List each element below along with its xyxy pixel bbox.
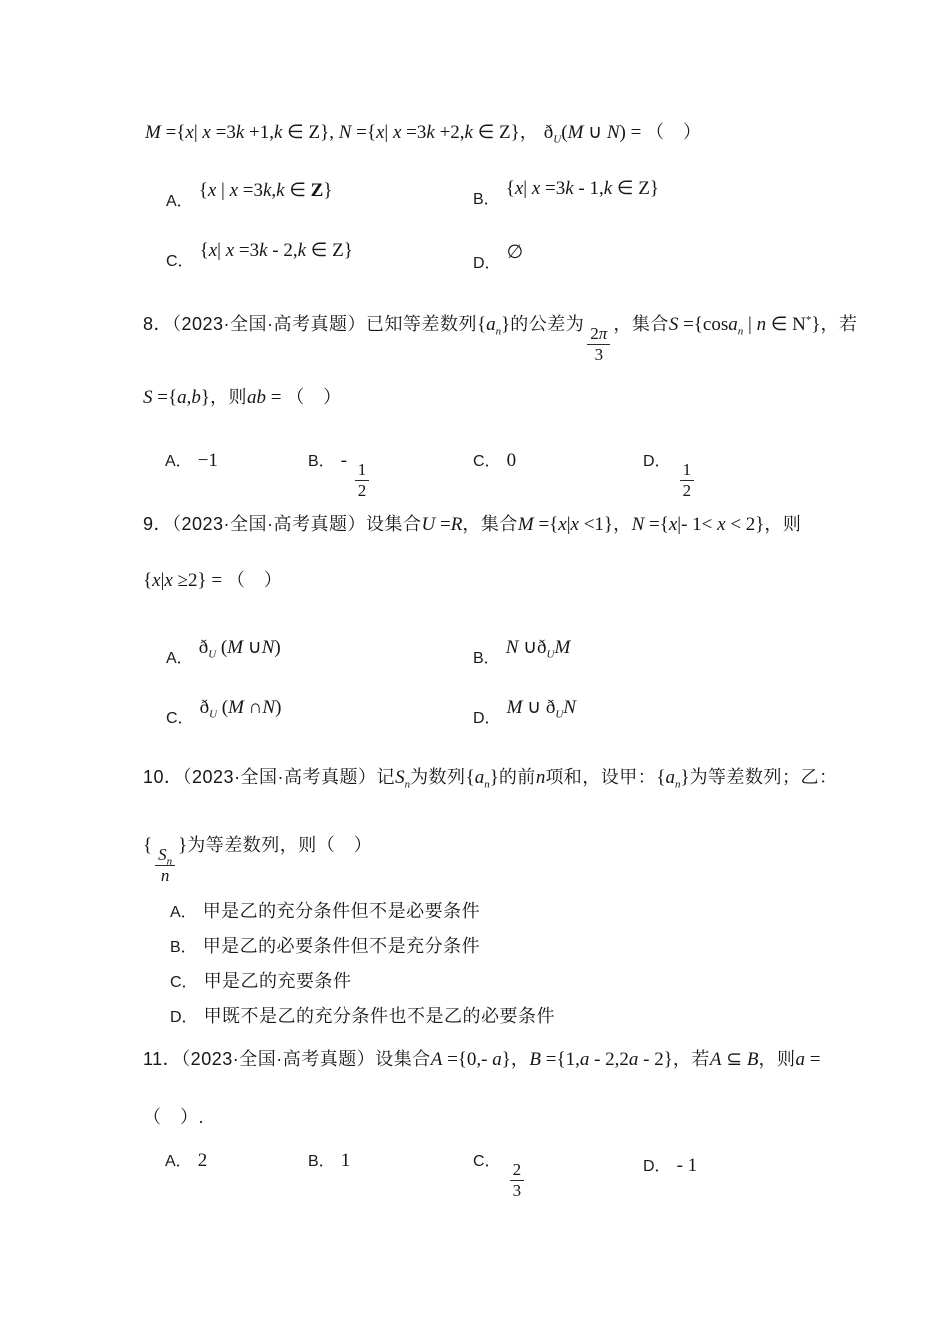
q9-option-c-label: C． bbox=[166, 710, 194, 727]
q10-stem-line2: { $\frac{S_n}{n}$ }为等差数列，则（ ） bbox=[143, 835, 373, 886]
q10-option-d bbox=[170, 1002, 555, 1028]
q7-formula-line: M ={x| x =3k +1,k ∈ Z}, N ={x| x =3k +2,k ∈ Z}， $ð_U(M$ ∪ N) = （ ） bbox=[145, 122, 702, 146]
q9-option-a bbox=[166, 637, 281, 669]
q7-option-b-value: {x| x =3k - 1,k ∈ Z} bbox=[505, 178, 659, 199]
q8-option-b bbox=[308, 448, 372, 500]
q10-option-b-label: B． bbox=[170, 939, 197, 956]
q10-option-a bbox=[170, 897, 480, 923]
q11-option-a-label: A． bbox=[165, 1153, 192, 1170]
q9-option-b-value: N $\cup ð_UM$ bbox=[505, 637, 571, 661]
q8-option-c-label: C． bbox=[473, 453, 501, 470]
q8-option-a-label: A． bbox=[165, 453, 192, 470]
q10-option-c bbox=[170, 967, 352, 993]
q8-option-d-label: D． bbox=[643, 453, 671, 470]
q11-option-a-value: 2 bbox=[197, 1150, 208, 1171]
q11-option-c-label: C． bbox=[473, 1153, 501, 1170]
q8-option-b-value: - $\frac{1}{2}$ bbox=[341, 450, 373, 470]
q10-option-a-text: 甲是乙的充分条件但不是必要条件 bbox=[202, 901, 481, 921]
q7-option-c bbox=[166, 240, 353, 272]
q8-option-a-value: −1 bbox=[197, 450, 218, 471]
q8-option-d bbox=[643, 448, 697, 500]
q11-option-b bbox=[308, 1148, 350, 1172]
q9-option-a-value: $ð_U$ (M ∪N) bbox=[198, 637, 281, 661]
q11-stem-line2: （ ）. bbox=[143, 1107, 205, 1127]
q8-option-b-label: B． bbox=[308, 453, 335, 470]
q8-stem-line2: S ={a,b}，则ab = （ ） bbox=[143, 387, 342, 408]
q7-option-a bbox=[166, 180, 333, 212]
q10-option-b-text: 甲是乙的必要条件但不是充分条件 bbox=[202, 936, 481, 956]
q8-stem-line1: 8．（2023·全国·高考真题）已知等差数列$\{a_n\}$的公差为 $\frac{2\pi}{3}$ ，集合S ={cosa$_n$ | n ∈ N*}，若 bbox=[143, 314, 858, 365]
q11-option-d-label: D． bbox=[643, 1158, 671, 1175]
q7-option-d-label: D． bbox=[473, 255, 501, 272]
q7-option-b-label: B． bbox=[473, 191, 500, 208]
q11-option-d-value: - 1 bbox=[676, 1155, 698, 1176]
q11-option-c bbox=[473, 1148, 527, 1200]
q11-option-b-label: B． bbox=[308, 1153, 335, 1170]
q7-option-c-label: C． bbox=[166, 253, 194, 270]
q10-option-b bbox=[170, 932, 480, 958]
q7-option-a-label: A． bbox=[166, 193, 193, 210]
q10-option-d-label: D． bbox=[170, 1009, 198, 1026]
q9-option-b bbox=[473, 637, 571, 669]
q9-option-c-value: $ð_U$ (M ∩N) bbox=[199, 697, 282, 721]
q11-option-d bbox=[643, 1153, 697, 1177]
q8-option-a bbox=[165, 448, 218, 472]
q10-option-a-label: A． bbox=[170, 904, 197, 921]
q9-option-b-label: B． bbox=[473, 650, 500, 667]
q7-option-d-value: ∅ bbox=[506, 242, 524, 263]
q7-option-c-value: {x| x =3k - 2,k ∈ Z} bbox=[199, 240, 353, 261]
q10-option-d-text: 甲既不是乙的充分条件也不是乙的必要条件 bbox=[203, 1006, 556, 1026]
q9-option-d-value: M ∪ $ð_UN$ bbox=[506, 697, 576, 721]
q10-option-c-label: C． bbox=[170, 974, 198, 991]
q9-option-c bbox=[166, 697, 282, 729]
q11-stem-line1: 11．（2023·全国·高考真题）设集合A ={0,- a}，B ={1,a - 2,2a - 2}，若A ⊆ B，则a = bbox=[143, 1049, 821, 1070]
q9-option-d bbox=[473, 697, 576, 729]
q11-option-a bbox=[165, 1148, 207, 1172]
q7-option-a-value: {x | x =3k,k ∈ Z} bbox=[198, 180, 333, 201]
q11-option-c-value: $\frac{2}{3}$ bbox=[507, 1150, 528, 1170]
q10-option-c-text: 甲是乙的充要条件 bbox=[203, 971, 352, 991]
q7-option-d bbox=[473, 242, 524, 274]
q8-option-c bbox=[473, 448, 516, 472]
q9-option-a-label: A． bbox=[166, 650, 193, 667]
q8-option-c-value: 0 bbox=[506, 450, 517, 471]
q9-stem-line1: 9．（2023·全国·高考真题）设集合U =R，集合M ={x|x <1}，N ={x|- 1< x < 2}，则 bbox=[143, 514, 802, 535]
q10-stem-line1: 10．（2023·全国·高考真题）记$S_n$为数列$\{a_n\}$的前n项和，设甲：$\{a_n\}$为等差数列；乙： bbox=[143, 767, 838, 791]
q11-option-b-value: 1 bbox=[340, 1150, 351, 1171]
q7-option-b bbox=[473, 178, 659, 210]
q8-option-d-value: $\frac{1}{2}$ bbox=[677, 450, 698, 470]
q9-option-d-label: D． bbox=[473, 710, 501, 727]
q9-stem-line2: {x|x ≥2} = （ ） bbox=[143, 570, 283, 591]
